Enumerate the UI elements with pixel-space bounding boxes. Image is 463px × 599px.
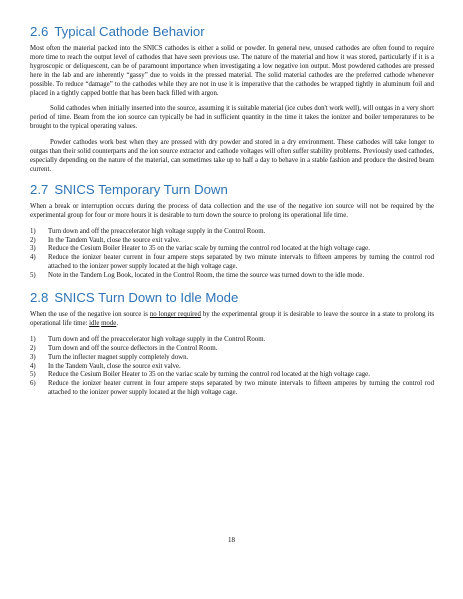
step-number: 2) bbox=[30, 236, 36, 244]
list-item bbox=[30, 363, 434, 372]
step-text: Turn the inflecter magnet supply completely down. bbox=[48, 353, 189, 361]
paragraph: Solid cathodes when initially inserted into the source, assuming it is suitable material (ice cubes don't work well), will outgas in a very short period of time. Beam from the ion source can typically be had in sufficient quantity in the time it takes the ionizer and boiler temperatures to be brought to the typical operating values. bbox=[30, 105, 434, 131]
step-text: Turn down and off the preaccelerator high voltage supply in the Control Room. bbox=[48, 227, 266, 235]
procedure-list-2-8 bbox=[30, 336, 434, 398]
section-title: SNICS Turn Down to Idle Mode bbox=[54, 290, 239, 306]
underlined-text: no longer required bbox=[149, 311, 201, 319]
step-text: Reduce the ionizer heater current in four ampere steps separated by two minute intervals to fifteen amperes by turning the control rod attached to the ionizer power supply located at the high voltage cage. bbox=[48, 380, 434, 397]
step-number: 6) bbox=[30, 380, 36, 388]
paragraph: When a break or interruption occurs during the process of data collection and the use of the negative ion source will not be required by the experimental group for four or more hours it is desirable to turn down the source to prolong its operational life time. bbox=[30, 202, 434, 219]
list-item bbox=[30, 354, 434, 363]
document-page bbox=[30, 24, 434, 407]
list-item bbox=[30, 272, 434, 281]
list-item bbox=[30, 245, 434, 254]
list-item bbox=[30, 380, 434, 398]
step-number: 1) bbox=[30, 335, 36, 343]
step-number: 5) bbox=[30, 371, 36, 379]
list-item bbox=[30, 345, 434, 354]
step-text: Note in the Tandem Log Book, located in the Control Room, the time the source was turned down to the idle mode. bbox=[48, 272, 365, 280]
list-item bbox=[30, 371, 434, 380]
section-title: Typical Cathode Behavior bbox=[54, 24, 205, 39]
list-item bbox=[30, 254, 434, 272]
step-number: 3) bbox=[30, 353, 36, 361]
procedure-list-2-7 bbox=[30, 228, 434, 281]
step-number: 1) bbox=[30, 227, 36, 235]
section-number: 2.6 bbox=[30, 24, 49, 39]
section-heading-2-8 bbox=[30, 290, 434, 306]
list-item bbox=[30, 237, 434, 246]
section-number: 2.8 bbox=[30, 290, 49, 306]
page-number: 18 bbox=[228, 536, 235, 544]
section-heading-2-6 bbox=[30, 24, 434, 40]
paragraph: Powder cathodes work best when they are pressed with dry powder and stored in a dry environment. These cathodes will take longer to outgas than their solid counterparts and the ion source extractor and cathode voltages will often suffer stability problems. Previously used cathodes, especially depending on the nature of the material, can sometimes take up to half a day to behave in a stable fashion and produce the desired beam current. bbox=[30, 139, 434, 173]
section-number: 2.7 bbox=[30, 181, 49, 197]
step-text: Reduce the ionizer heater current in four ampere steps separated by two minute intervals to fifteen amperes by turning the control rod attached to the ionizer power supply located at the high voltage cage. bbox=[48, 254, 434, 271]
step-text: Turn down and off the source deflectors in the Control Room. bbox=[48, 344, 218, 352]
section-heading-2-7 bbox=[30, 182, 434, 198]
intro-text: When the use of the negative ion source is bbox=[30, 311, 150, 319]
intro-text: by the experimental group it is desirable to leave the source in a state to prolong its operational life time: bbox=[30, 311, 435, 327]
paragraph: Most often the material packed into the SNICS cathodes is either a solid or powder. In general new, unused cathodes are often found to require more time to reach the output level of cathodes that have seen previous use. The nature of the material and how it was stored, particularly if it is a hygroscopic or deliquescent, can be of paramount importance when investigating a low negative ion output. Most powdered cathodes are pressed here in the lab and are inherently “gassy” due to voids in the pressed material. The solid material cathodes are the preferred cathode whenever possible. To reduce “damage” to the cathodes while they are not in use it is imperative that the cathodes be wrapped tightly in aluminum foil and placed in a tightly capped bottle that has been back filled with argon. bbox=[30, 45, 434, 97]
underlined-text: idle bbox=[89, 319, 100, 327]
step-number: 4) bbox=[30, 362, 36, 370]
step-text: Reduce the Cesium Boiler Heater to 35 on the variac scale by turning the control rod located at the high voltage cage. bbox=[48, 245, 370, 253]
section-title: SNICS Temporary Turn Down bbox=[54, 181, 228, 197]
step-number: 2) bbox=[30, 344, 36, 352]
list-item bbox=[30, 228, 434, 237]
step-number: 4) bbox=[30, 254, 36, 262]
step-text: Reduce the Cesium Boiler Heater to 35 on the variac scale by turning the control rod located at the high voltage cage. bbox=[48, 371, 370, 379]
list-item bbox=[30, 336, 434, 345]
intro-text: . bbox=[116, 319, 119, 327]
paragraph bbox=[30, 311, 434, 329]
step-number: 3) bbox=[30, 245, 36, 253]
step-text: In the Tandem Vault, close the source exit valve. bbox=[48, 236, 181, 244]
step-number: 5) bbox=[30, 272, 36, 280]
step-text: In the Tandem Vault, close the source exit valve. bbox=[48, 362, 181, 370]
underlined-text: mode bbox=[101, 319, 117, 327]
step-text: Turn down and off the preaccelerator high voltage supply in the Control Room. bbox=[48, 335, 266, 343]
